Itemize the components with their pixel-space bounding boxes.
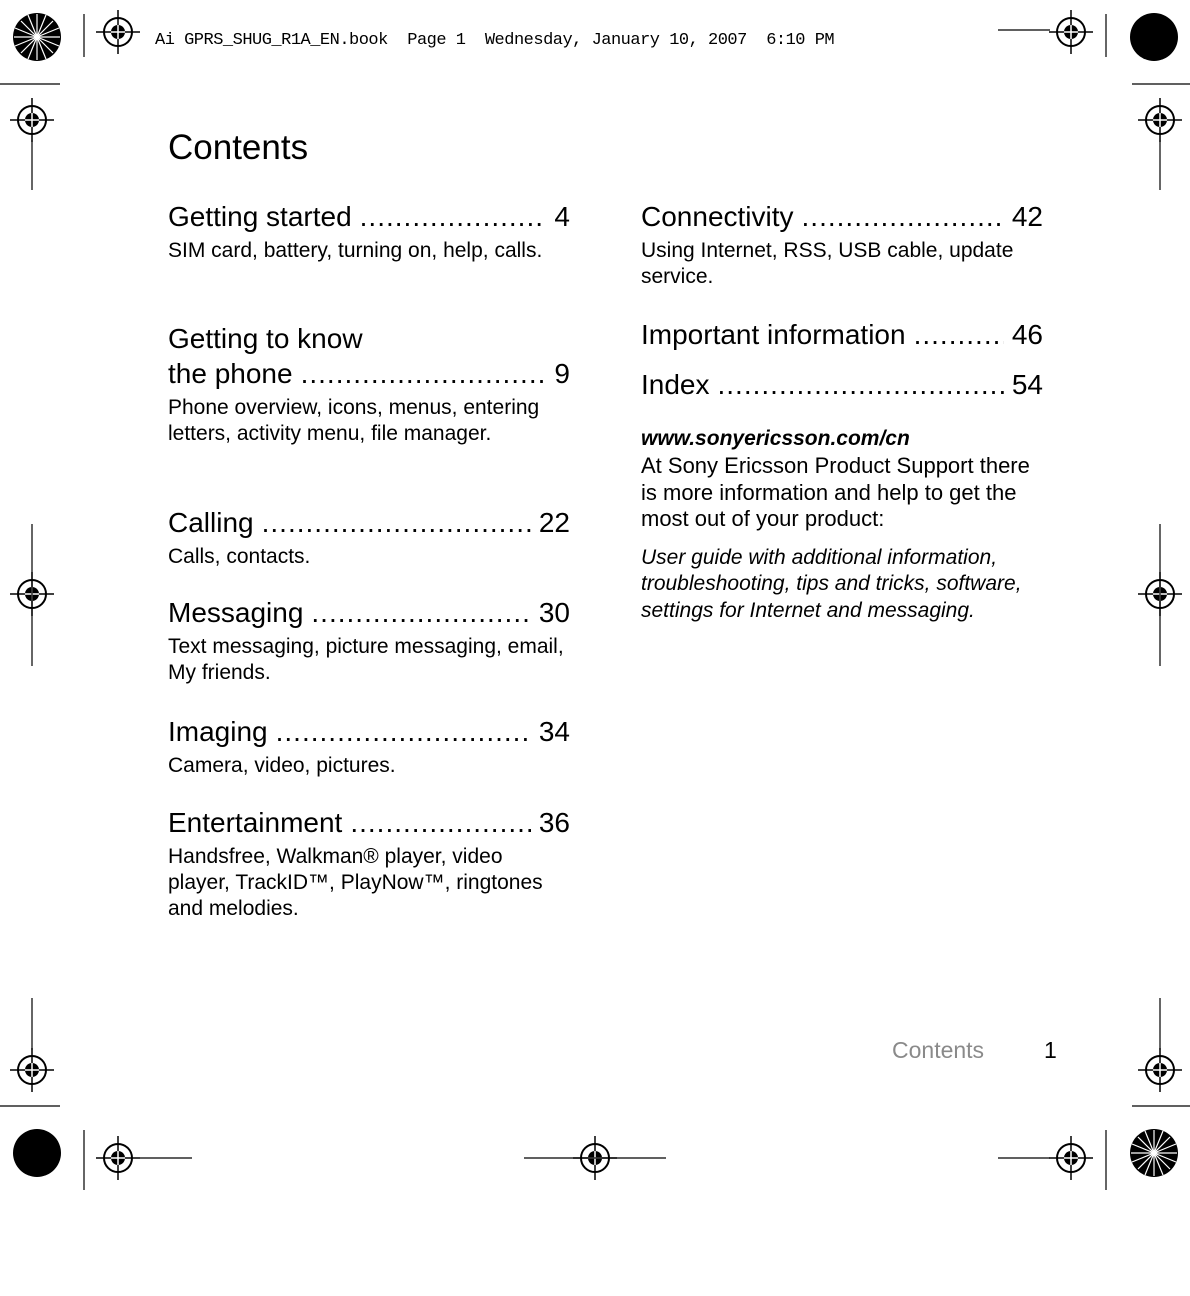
toc-entry-title: Calling <box>168 507 254 538</box>
toc-entry-page: 34 <box>538 716 570 747</box>
toc-entry-title: Entertainment <box>168 807 343 838</box>
toc-entry-page: 4 <box>554 201 570 232</box>
toc-entry[interactable] <box>641 368 1043 402</box>
toc-entry-title: Getting started <box>168 201 352 232</box>
page-title: Contents <box>168 128 309 167</box>
dot-leader <box>914 318 1004 352</box>
toc-entry-description: Using Internet, RSS, USB cable, update service. <box>641 239 1014 288</box>
dot-leader <box>360 200 547 234</box>
toc-entry-page: 54 <box>1011 369 1043 400</box>
toc-entry-title: Messaging <box>168 597 304 628</box>
dot-leader <box>301 357 547 391</box>
print-header: Ai GPRS_SHUG_R1A_EN.book Page 1 Wednesday, January 10, 2007 6:10 PM <box>155 31 835 50</box>
footer-section-label: Contents <box>892 1037 985 1063</box>
support-url-link[interactable]: www.sonyericsson.com/cn <box>641 427 910 450</box>
toc-entry-description: Camera, video, pictures. <box>168 754 396 777</box>
dot-leader <box>311 596 530 630</box>
toc-entry-description: Handsfree, Walkman® player, video player, TrackID™, PlayNow™, ringtones and melodies. <box>168 845 543 920</box>
toc-entry-page: 30 <box>538 597 570 628</box>
toc-entry-title: Connectivity <box>641 201 794 232</box>
toc-entry-page: 36 <box>538 807 570 838</box>
dot-leader <box>262 506 531 540</box>
dot-leader <box>350 806 531 840</box>
toc-entry[interactable] <box>168 715 570 779</box>
toc-entry-title: the phone <box>168 358 293 389</box>
toc-entry[interactable] <box>168 321 570 447</box>
toc-entry[interactable] <box>168 506 570 570</box>
toc-entry[interactable] <box>641 200 1043 290</box>
support-italic-text: User guide with additional information, troubleshooting, tips and tricks, software, settings for Internet and messaging. <box>641 545 1022 622</box>
dot-leader <box>718 368 1004 402</box>
toc-entry[interactable] <box>168 806 570 922</box>
toc-entry-page: 46 <box>1011 319 1043 350</box>
toc-entry-description: Text messaging, picture messaging, email, My friends. <box>168 635 564 684</box>
toc-entry-title: Index <box>641 369 710 400</box>
toc-entry-page: 22 <box>538 507 570 538</box>
toc-entry-description: SIM card, battery, turning on, help, calls. <box>168 239 543 262</box>
toc-entry-title-line: Getting to know <box>168 323 363 354</box>
toc-entry-description: Calls, contacts. <box>168 545 311 568</box>
toc-entry[interactable] <box>168 596 570 686</box>
toc-entry-page: 42 <box>1011 201 1043 232</box>
toc-entry-description: Phone overview, icons, menus, entering letters, activity menu, file manager. <box>168 396 540 445</box>
toc-entry-title: Imaging <box>168 716 268 747</box>
support-section <box>641 425 1043 624</box>
dot-leader <box>802 200 1004 234</box>
dot-leader <box>276 715 531 749</box>
toc-entry[interactable] <box>168 200 570 264</box>
toc-entry-page: 9 <box>554 358 570 389</box>
support-text: At Sony Ericsson Product Support there is more information and help to get the most out of your product: <box>641 453 1030 531</box>
toc-entry-title: Important information <box>641 319 906 350</box>
footer-page-number: 1 <box>1044 1037 1057 1063</box>
toc-entry[interactable] <box>641 318 1043 352</box>
